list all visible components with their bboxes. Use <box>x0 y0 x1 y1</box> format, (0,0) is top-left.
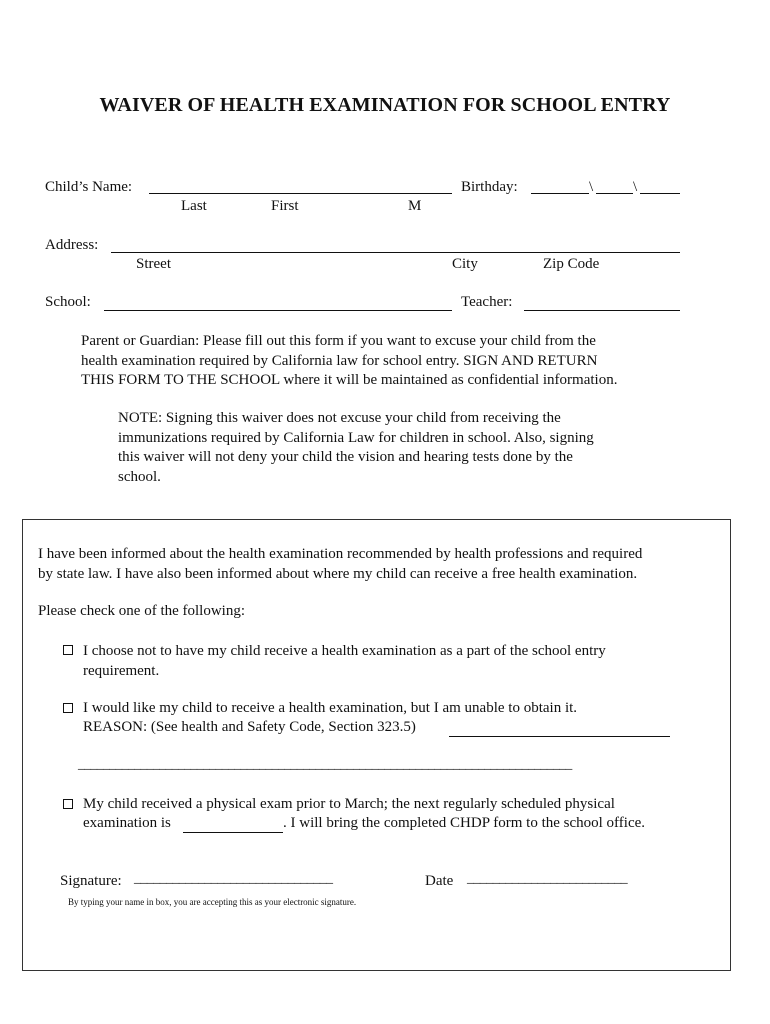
middle-initial-sublabel: M <box>408 198 422 214</box>
note-line: this waiver will not deny your child the vision and hearing tests done by the <box>118 449 573 465</box>
child-name-field[interactable] <box>149 176 452 194</box>
last-name-sublabel: Last <box>181 198 207 214</box>
zip-code-sublabel: Zip Code <box>543 256 600 272</box>
note-line: immunizations required by California Law for children in school. Also, signing <box>118 429 594 446</box>
date-field[interactable]: _________________________ <box>467 871 628 886</box>
signature-field[interactable]: _______________________________ <box>134 871 333 886</box>
informed-paragraph <box>38 545 642 584</box>
reason-field[interactable] <box>449 719 670 737</box>
birthday-year-field[interactable] <box>640 176 680 194</box>
note-line: school. <box>118 468 161 485</box>
birthday-separator: \ <box>633 179 638 195</box>
birthday-month-field[interactable] <box>531 176 589 194</box>
intro-line: Parent or Guardian: Please fill out this form if you want to excuse your child from the <box>81 333 596 349</box>
option-unable-text: I would like my child to receive a health examination, but I am unable to obtain it. <box>83 700 578 716</box>
reason-continuation-field[interactable]: _______________________________________________________________________________ <box>78 756 572 771</box>
intro-line: health examination required by California law for school entry. SIGN AND RETURN <box>81 352 598 369</box>
child-name-label: Child’s Name: <box>45 179 133 195</box>
note-paragraph <box>118 409 594 487</box>
esignature-note: By typing your name in box, you are accepting this as your electronic signature. <box>68 897 357 907</box>
next-exam-prefix: examination is <box>83 815 171 831</box>
street-sublabel: Street <box>136 256 171 272</box>
next-exam-suffix: . I will bring the completed CHDP form to the school office. <box>283 815 646 831</box>
intro-paragraph <box>81 332 617 391</box>
informed-line: I have been informed about the health examination recommended by health professions and required <box>38 546 643 562</box>
check-prompt: Please check one of the following: <box>38 603 246 619</box>
date-label: Date <box>425 873 454 889</box>
option-prior-exam-checkbox[interactable] <box>63 799 73 809</box>
informed-line: by state law. I have also been informed about where my child can receive a free health examination. <box>38 565 638 582</box>
option-decline-text <box>83 642 606 681</box>
teacher-field[interactable] <box>524 293 680 311</box>
intro-line: THIS FORM TO THE SCHOOL where it will be maintained as confidential information. <box>81 372 618 388</box>
next-exam-date-field[interactable] <box>183 815 283 833</box>
signature-label: Signature: <box>60 873 122 889</box>
birthday-label: Birthday: <box>461 179 518 195</box>
address-label: Address: <box>45 237 99 253</box>
option-line: I choose not to have my child receive a health examination as a part of the school entry <box>83 643 606 659</box>
teacher-label: Teacher: <box>461 294 513 310</box>
reason-label: REASON: (See health and Safety Code, Section 323.5) <box>83 719 416 735</box>
option-line: requirement. <box>83 662 160 679</box>
first-name-sublabel: First <box>271 198 299 214</box>
option-decline-checkbox[interactable] <box>63 645 73 655</box>
option-prior-exam-text: My child received a physical exam prior to March; the next regularly scheduled physical <box>83 796 615 812</box>
school-field[interactable] <box>104 293 452 311</box>
city-sublabel: City <box>452 256 478 272</box>
note-line: NOTE: Signing this waiver does not excuse your child from receiving the <box>118 410 561 426</box>
birthday-separator: \ <box>589 179 594 195</box>
form-title: WAIVER OF HEALTH EXAMINATION FOR SCHOOL ENTRY <box>99 94 671 116</box>
birthday-day-field[interactable] <box>596 176 633 194</box>
school-label: School: <box>45 294 91 310</box>
address-field[interactable] <box>111 235 680 253</box>
option-unable-checkbox[interactable] <box>63 703 73 713</box>
